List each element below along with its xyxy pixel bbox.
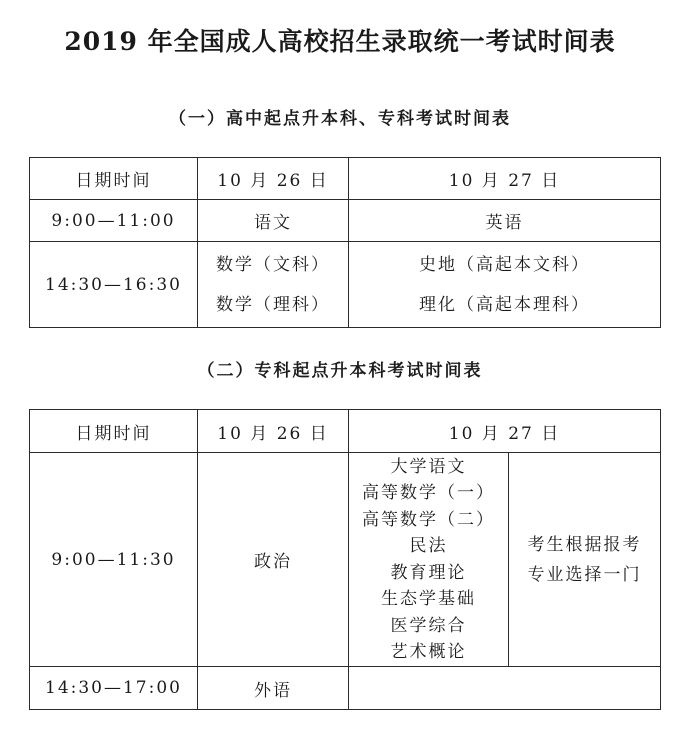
section1-heading: （一）高中起点升本科、专科考试时间表 [169, 109, 511, 129]
section2-heading: （二）专科起点升本科考试时间表 [197, 361, 483, 381]
time-cell: 14:30—17:00 [30, 667, 198, 710]
table-header-row [30, 158, 661, 200]
subject-line: 教育理论 [390, 562, 467, 583]
header-day2: 10 月 27 日 [349, 158, 661, 200]
subject-cell: 政治 [198, 453, 349, 667]
note-line: 专业选择一门 [527, 564, 642, 585]
subject-line: 艺术概论 [390, 642, 467, 662]
schedule-table-1 [29, 157, 661, 328]
page-title: 2019 年全国成人高校招生录取统一考试时间表 [64, 27, 616, 56]
subject-line: 医学综合 [390, 615, 467, 636]
note-cell [509, 453, 661, 667]
subject-cell [349, 242, 661, 328]
table-row [30, 242, 661, 328]
subject-line: 理化（高起本理科） [419, 294, 590, 315]
table-row [30, 200, 661, 242]
header-day1: 10 月 26 日 [198, 410, 349, 453]
note-line: 考生根据报考 [527, 534, 642, 555]
subject-cell: 语文 [198, 200, 349, 242]
subject-line: 生态学基础 [381, 589, 476, 609]
subject-cell: 英语 [349, 200, 661, 242]
subject-line: 高等数学（一） [362, 483, 495, 503]
table-header-row [30, 410, 661, 453]
header-day2: 10 月 27 日 [349, 410, 661, 453]
subject-line: 大学语文 [390, 456, 467, 477]
empty-cell [349, 667, 661, 710]
subject-cell: 外语 [198, 667, 349, 710]
table-row [30, 667, 661, 710]
schedule-table-2 [29, 409, 661, 710]
table-row [30, 453, 661, 667]
subject-cell [198, 242, 349, 328]
subject-list-cell [349, 453, 509, 667]
header-time: 日期时间 [30, 410, 198, 453]
subject-line: 数学（文科） [216, 254, 330, 275]
time-cell: 9:00—11:30 [30, 453, 198, 667]
header-time: 日期时间 [30, 158, 198, 200]
time-cell: 14:30—16:30 [30, 242, 198, 328]
time-cell: 9:00—11:00 [30, 200, 198, 242]
subject-line: 民法 [409, 536, 448, 556]
subject-line: 数学（理科） [216, 294, 330, 315]
subject-line: 高等数学（二） [362, 509, 495, 530]
header-day1: 10 月 26 日 [198, 158, 349, 200]
subject-line: 史地（高起本文科） [419, 254, 590, 275]
